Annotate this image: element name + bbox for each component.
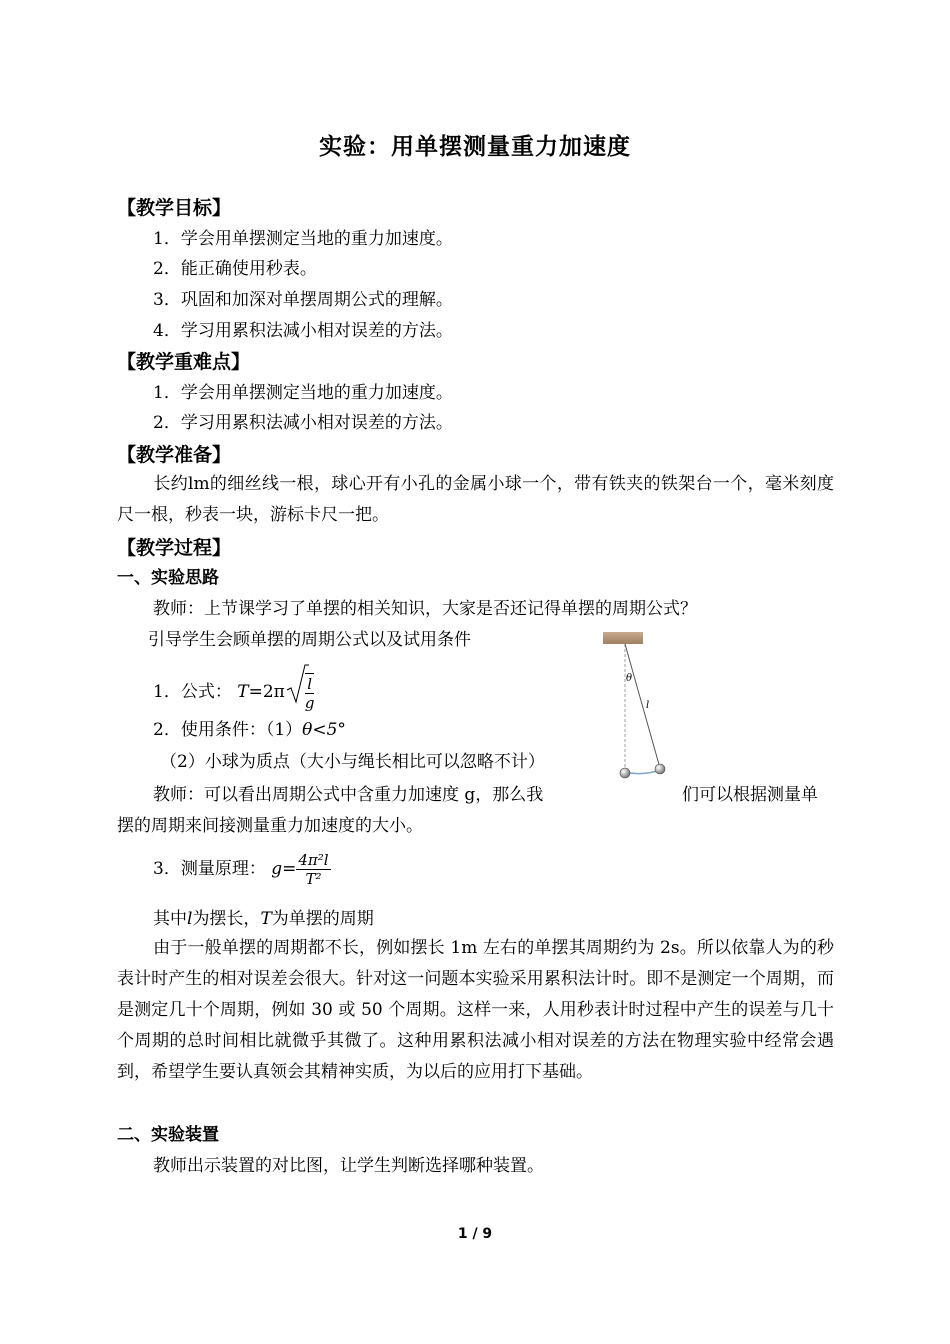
theta-label: θ [626, 673, 633, 684]
period-formula-line: 1．公式： T=2π $\frac{l}{g}$ [153, 662, 314, 706]
subsection-heading-idea: 一、实验思路 [117, 568, 219, 588]
principle-formula-line: 3．测量原理： g= $\frac{\text{4π²l}}{\text{T²}}$ [153, 851, 329, 888]
teacher-question: 教师：上节课学习了单摆的相关知识，大家是否还记得单摆的周期公式？ [153, 599, 697, 619]
ceiling-support [603, 632, 643, 644]
condition-2: （2）小球为质点（大小与绳长相比可以忽略不计） [160, 752, 545, 772]
teacher-answer: 教师：可以看出周期公式中含重力加速度 g，那么我 [153, 785, 544, 805]
objective-item: 4．学习用累积法减小相对误差的方法。 [153, 321, 453, 341]
condition-line: 2．使用条件：（1）θ<5° [153, 720, 346, 740]
teacher-answer-continued: 们可以根据测量单 [682, 785, 818, 805]
key-point-item: 1．学会用单摆测定当地的重力加速度。 [153, 383, 453, 403]
section-heading-objectives: 【教学目标】 [117, 197, 232, 219]
section-heading-process: 【教学过程】 [117, 537, 232, 559]
pendulum-string [625, 644, 660, 768]
guide-text: 引导学生会顾单摆的周期公式以及试用条件 [148, 630, 471, 650]
teacher-answer-line2: 摆的周期来间接测量重力加速度的大小。 [117, 816, 423, 836]
pendulum-figure [603, 628, 673, 780]
section-heading-preparation: 【教学准备】 [117, 444, 232, 466]
ball-rest [620, 768, 630, 778]
apparatus-text: 教师出示装置的对比图，让学生判断选择哪种装置。 [153, 1156, 544, 1176]
section-heading-key-points: 【教学重难点】 [117, 351, 251, 373]
page-title: 实验：用单摆测量重力加速度 [319, 134, 631, 160]
subsection-heading-apparatus: 二、实验装置 [117, 1125, 219, 1145]
formula-lhs: T [237, 682, 249, 702]
objective-item: 1．学会用单摆测定当地的重力加速度。 [153, 229, 453, 249]
where-line: 其中l为摆长，T为单摆的周期 [153, 909, 374, 929]
preparation-paragraph: 长约lm的细丝线一根，球心开有小孔的金属小球一个，带有铁夹的铁架台一个，毫米刻度尺一根，秒表一块，游标卡尺一把。 [117, 474, 834, 525]
ball-displaced [655, 764, 665, 774]
objective-item: 3．巩固和加深对单摆周期公式的理解。 [153, 290, 453, 310]
explanation-paragraph: 由于一般单摆的周期都不长，例如摆长 1m 左右的单摆其周期约为 2s。所以依靠人为的秒表计时产生的相对误差会很大。针对这一问题本实验采用累积法计时。即不是测定一个周期，而是测定几十个周期，例如 30 或 50 个周期。这样一来，人用秒表计时过程中产生的误差与几十个周期的总时间相比就微乎其微了。这种用累积法减小相对误差的方法在物理实验中经常会遇到，希望学生要认真领会其精神实质，为以后的应用打下基础。 [117, 938, 834, 1082]
objective-item: 2．能正确使用秒表。 [153, 259, 317, 279]
key-point-item: 2．学习用累积法减小相对误差的方法。 [153, 413, 453, 433]
page-number: 1 / 9 [457, 1226, 493, 1242]
length-label: l [646, 700, 650, 711]
